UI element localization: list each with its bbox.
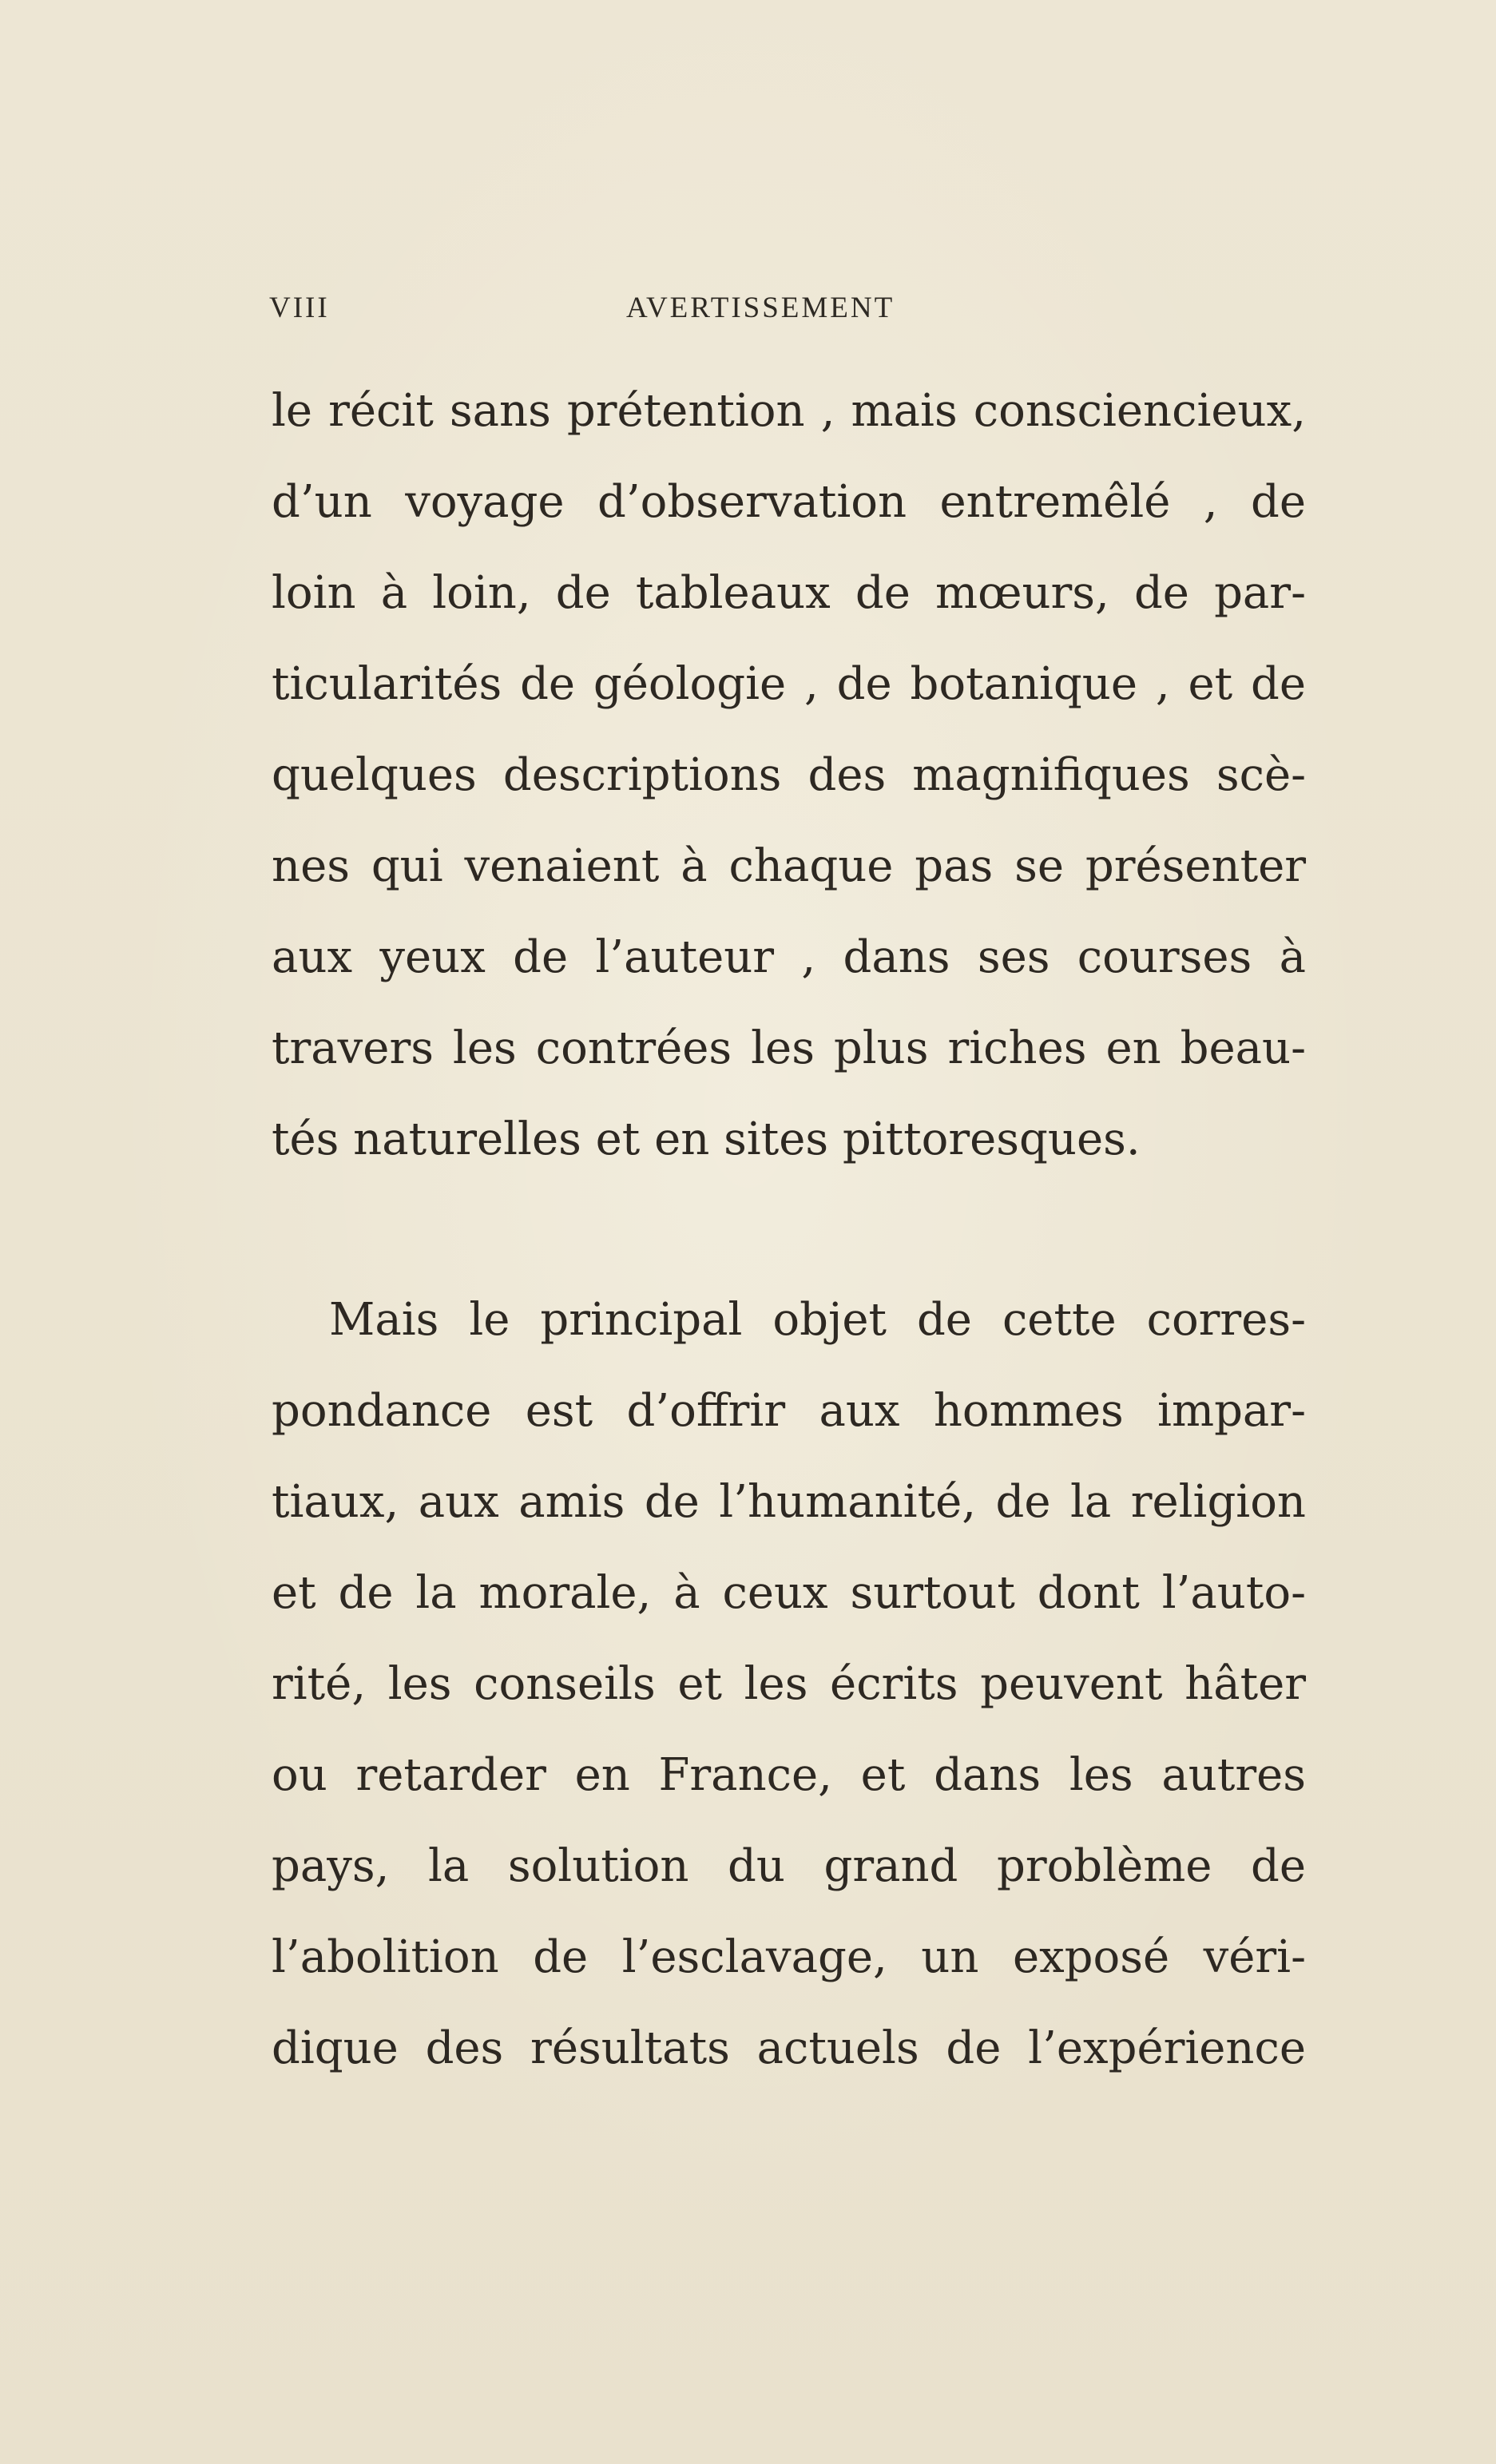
- text-line: le récit sans prétention , mais consciencieux,: [272, 385, 1306, 437]
- text-line: nes qui venaient à chaque pas se présenter: [272, 840, 1306, 892]
- text-line: rité, les conseils et les écrits peuvent hâter: [272, 1658, 1306, 1710]
- text-line: loin à loin, de tableaux de mœurs, de par-: [272, 567, 1306, 619]
- text-line: ticularités de géologie , de botanique , et de: [272, 658, 1306, 710]
- text-line: quelques descriptions des magnifiques scè-: [272, 749, 1306, 801]
- running-title: AVERTISSEMENT: [626, 292, 895, 324]
- text-line: d’un voyage d’observation entremêlé , de: [272, 476, 1306, 528]
- text-line: dique des résultats actuels de l’expérience: [272, 2022, 1306, 2074]
- text-line: pays, la solution du grand problème de: [272, 1840, 1306, 1892]
- text-line: aux yeux de l’auteur , dans ses courses à: [272, 931, 1306, 983]
- text-line: Mais le principal objet de cette corres-: [329, 1294, 1306, 1346]
- paragraph-2: [272, 1284, 1306, 2104]
- text-line: pondance est d’offrir aux hommes impar-: [272, 1385, 1306, 1437]
- text-line: et de la morale, à ceux surtout dont l’auto-: [272, 1567, 1306, 1619]
- text-line: tés naturelles et en sites pittoresques.: [272, 1113, 1141, 1165]
- page-number: VIII: [269, 292, 330, 324]
- text-line: travers les contrées les plus riches en beau-: [272, 1022, 1306, 1074]
- text-line: l’abolition de l’esclavage, un exposé véri-: [272, 1931, 1306, 1983]
- paragraph-1: [272, 375, 1306, 1195]
- running-head: [269, 291, 1308, 331]
- text-line: tiaux, aux amis de l’humanité, de la religion: [272, 1476, 1306, 1528]
- text-line: ou retarder en France, et dans les autres: [272, 1749, 1306, 1801]
